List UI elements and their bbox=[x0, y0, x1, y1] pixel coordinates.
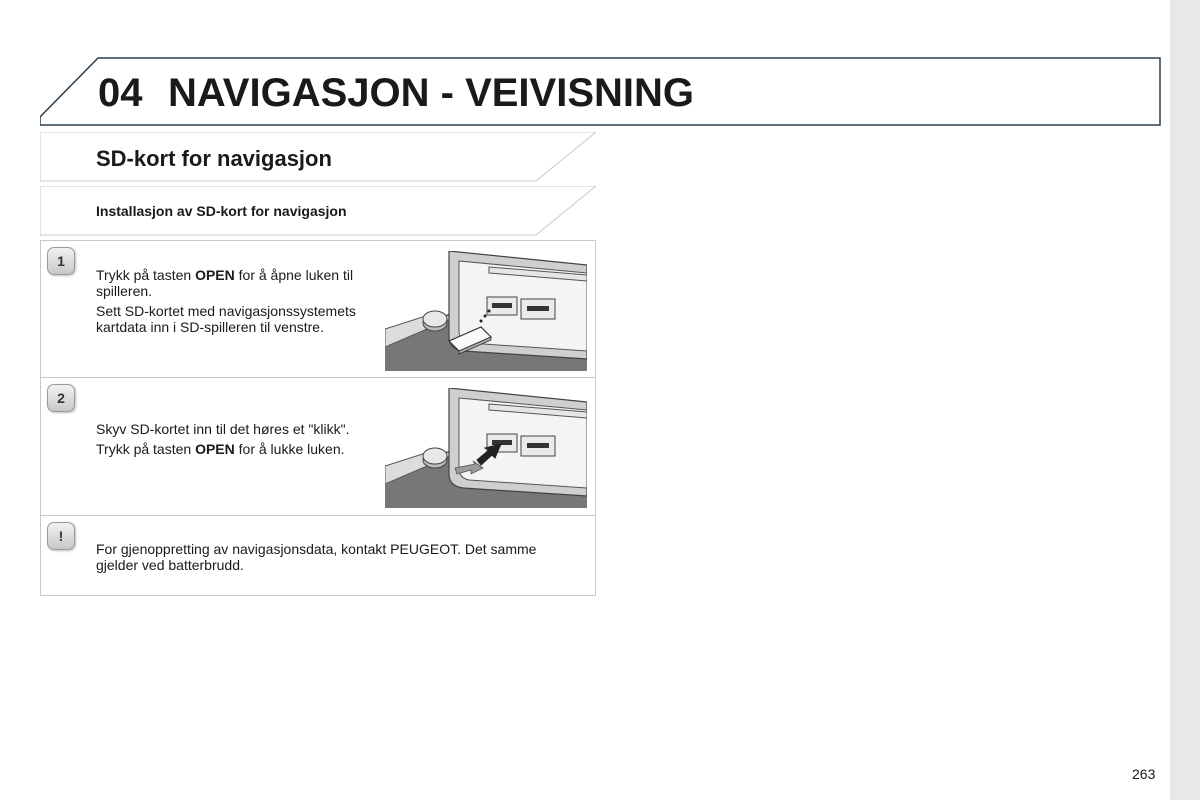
step-1-line-2: Sett SD-kortet med navigasjonssystemets kartdata inn i SD-spilleren til venstre. bbox=[96, 303, 356, 335]
step-2-line-2-pre: Trykk på tasten bbox=[96, 441, 196, 457]
note-text: For gjenoppretting av navigasjonsdata, kontakt PEUGEOT. Det samme gjelder ved batterbrudd. bbox=[96, 541, 537, 573]
step-2 bbox=[41, 378, 595, 516]
chapter-title: NAVIGASJON - VEIVISNING bbox=[168, 71, 695, 115]
section-title: SD-kort for navigasjon bbox=[96, 146, 332, 171]
step-1-line-1-post: for å åpne luken til spilleren. bbox=[96, 267, 354, 299]
chapter-number: 04 bbox=[98, 71, 143, 115]
open-key-label-2: OPEN bbox=[195, 441, 235, 457]
open-key-label: OPEN bbox=[195, 267, 235, 283]
chapter-header bbox=[40, 57, 1161, 127]
step-1-text bbox=[96, 267, 396, 339]
step-2-line-1: Skyv SD-kortet inn til det høres et "klikk". bbox=[96, 421, 350, 437]
step-2-line-2-post: for å lukke luken. bbox=[234, 441, 345, 457]
step-2-line-2 bbox=[96, 441, 396, 457]
step-1-line-1-pre: Trykk på tasten bbox=[96, 267, 196, 283]
instructions-panel bbox=[40, 240, 596, 596]
step-2-text bbox=[96, 421, 396, 461]
step-badge-2: 2 bbox=[47, 384, 75, 412]
sd-card-insert-illustration bbox=[385, 251, 587, 371]
note-row bbox=[41, 516, 595, 595]
exclamation-icon: ! bbox=[47, 522, 75, 550]
page-number: 263 bbox=[1132, 766, 1156, 782]
subsection-title: Installasjon av SD-kort for navigasjon bbox=[96, 203, 347, 219]
subsection-title-box bbox=[40, 186, 596, 236]
step-badge-1: 1 bbox=[47, 247, 75, 275]
step-1-line-1 bbox=[96, 267, 396, 299]
page-side-bar bbox=[1170, 0, 1200, 800]
step-1 bbox=[41, 241, 595, 378]
section-title-box bbox=[40, 132, 596, 182]
sd-card-push-illustration bbox=[385, 388, 587, 508]
